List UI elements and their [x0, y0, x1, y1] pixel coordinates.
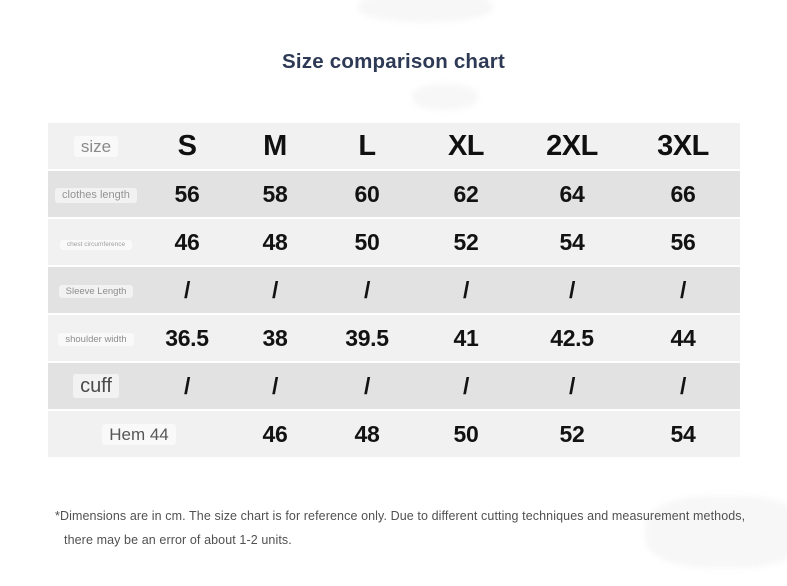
column-header-xl: XL: [447, 129, 485, 162]
value-cell: 41: [453, 324, 479, 351]
table-row-shoulder-width: [48, 315, 740, 361]
table-row-clothes-length: [48, 171, 740, 217]
value-cell: 39.5: [345, 324, 389, 351]
value-cell: 38: [262, 324, 288, 351]
column-header-m: M: [263, 129, 287, 162]
value-cell: 54: [559, 228, 585, 255]
value-cell: /: [462, 276, 470, 303]
value-cell: 52: [453, 228, 479, 255]
column-header-l: L: [358, 129, 376, 162]
row-label: shoulder width: [58, 333, 133, 347]
value-cell: 46: [174, 228, 200, 255]
row-label-cell: [48, 282, 144, 299]
erased-artifact-blob: [645, 496, 787, 568]
value-cell: 42.5: [550, 324, 594, 351]
footnote-line-2: there may be an error of about 1-2 units.: [64, 533, 292, 547]
row-label: chest circumference: [60, 240, 132, 251]
value-cell: 62: [453, 180, 479, 207]
value-cell: 56: [174, 180, 200, 207]
row-label-cell: [48, 330, 144, 347]
value-cell: 44: [670, 324, 696, 351]
value-cell: 50: [453, 420, 479, 447]
value-cell: 60: [354, 180, 380, 207]
value-cell: /: [462, 372, 470, 399]
value-cell: /: [679, 372, 687, 399]
value-cell: 46: [262, 420, 288, 447]
column-header-s: S: [177, 129, 197, 162]
row-label-cell: [48, 234, 144, 251]
row-label-cell: [48, 186, 144, 203]
value-cell: /: [679, 276, 687, 303]
value-cell: /: [568, 372, 576, 399]
column-header-3xl: 3XL: [657, 129, 709, 162]
value-cell: /: [568, 276, 576, 303]
value-cell: /: [363, 372, 371, 399]
table-row-chest-circumference: [48, 219, 740, 265]
erased-artifact-blob: [358, 0, 493, 22]
column-header-2xl: 2XL: [546, 129, 598, 162]
footnote-line-1: *Dimensions are in cm. The size chart is for reference only. Due to different cutting techniques and measurement methods,: [55, 509, 746, 523]
value-cell: /: [183, 276, 191, 303]
value-cell: 58: [262, 180, 288, 207]
value-cell: 54: [670, 420, 696, 447]
row-label: Sleeve Length: [59, 285, 134, 299]
row-label: clothes length: [55, 188, 137, 203]
value-cell: /: [183, 372, 191, 399]
value-cell: 50: [354, 228, 380, 255]
erased-artifact-blob: [412, 84, 478, 110]
value-cell: 36.5: [165, 324, 209, 351]
table-row-hem: [48, 411, 740, 457]
value-cell: 48: [262, 228, 288, 255]
value-cell: 64: [559, 180, 585, 207]
value-cell: 52: [559, 420, 585, 447]
page-title: Size comparison chart: [282, 50, 505, 73]
value-cell: /: [271, 276, 279, 303]
row-label: Hem 44: [102, 424, 176, 445]
row-label-cell: [48, 424, 230, 445]
corner-cell: [48, 136, 144, 157]
value-cell: 48: [354, 420, 380, 447]
value-cell: 66: [670, 180, 696, 207]
row-label-cell: [48, 374, 144, 398]
table-row-sleeve-length: [48, 267, 740, 313]
row-label: cuff: [73, 374, 119, 398]
table-row-cuff: [48, 363, 740, 409]
corner-label: size: [74, 136, 118, 157]
table-header-row: [48, 123, 740, 169]
value-cell: /: [363, 276, 371, 303]
value-cell: /: [271, 372, 279, 399]
size-table: [48, 123, 740, 457]
value-cell: 56: [670, 228, 696, 255]
